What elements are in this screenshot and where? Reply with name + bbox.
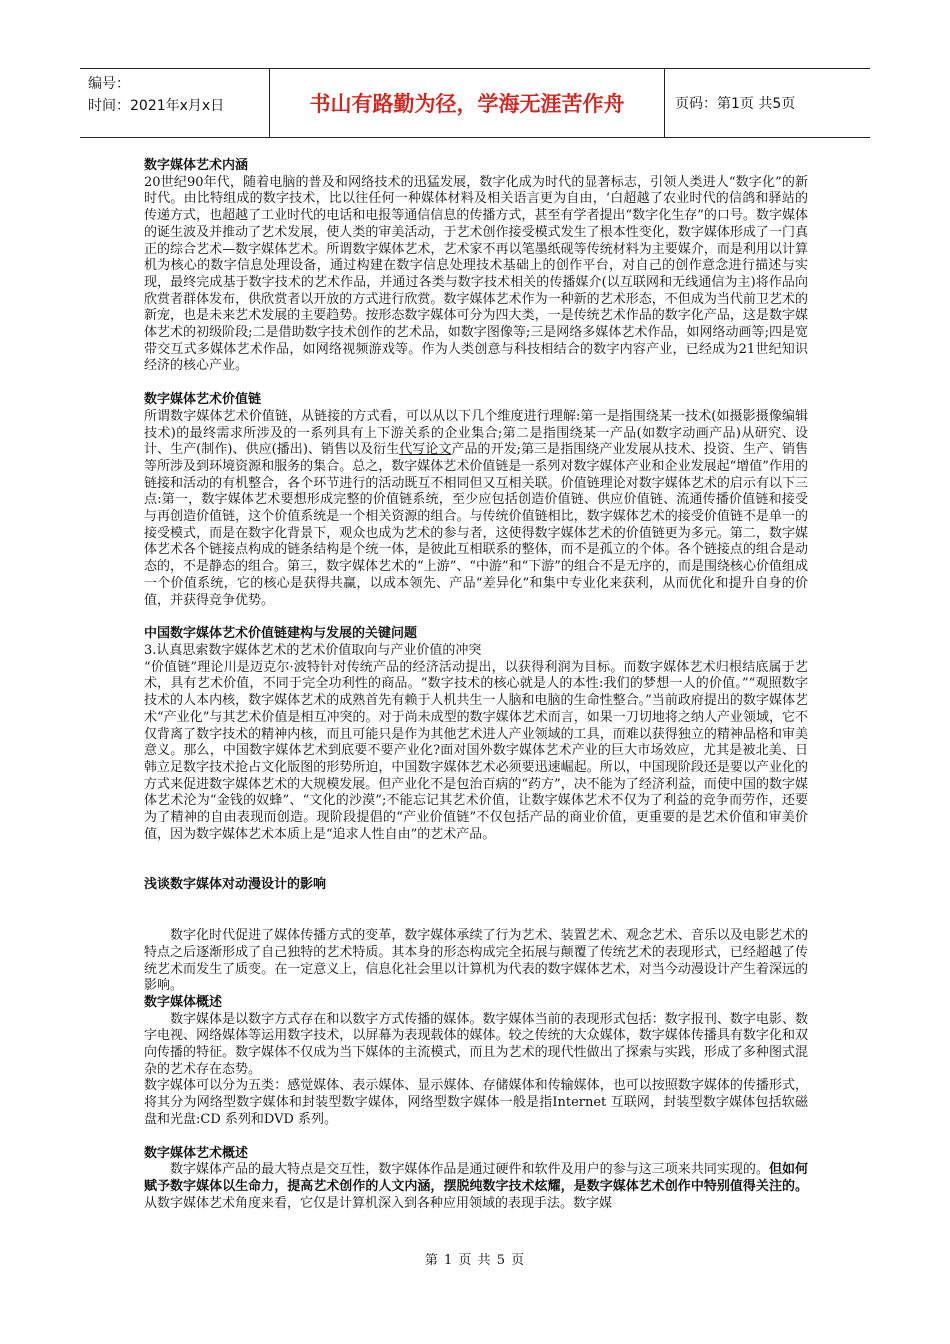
paragraph — [144, 1162, 808, 1212]
section-title: 数字媒体艺术内涵 — [144, 158, 249, 173]
paragraph-text: 产品的开发;第三是指围绕产业发展从技术、投资、生产、销售等所涉及到环境资源和服务的集合。总之，数字媒体艺术价值链是一系列对数字媒体产业和企业发展起“增值”作用的链接和活动的有机整合，各个环节进行的活动既互不相同但又互相关联。价值链理论对数字媒体艺术的启示有以下三点:第一，数字媒体艺术要想形成完整的价值链系统，至少应包括创造价值链、供应价值链、流通传播价值链和接受与再创造价值链，这个价值系统是一个相关资源的组合。与传统价值链相比，数字媒体艺术的接受价值链不是单一的接受模式，而是在数字化背景下，观众也成为艺术的参与者，这使得数字媒体艺术的价值链更为多元。第二，数字媒体艺术各个链接点构成的链条结构是个统一体，是彼此互相联系的整体，而不是孤立的个体。各个链接点的组合是动态的，不是静态的组合。第三，数字媒体艺术的“上游”、“中游”和“下游”的组合不是无序的，而是围绕核心价值组成一个价值系统，它的核心是获得共赢，以成本领先、产品“差异化”和集中专业化来获利，从而优化和提升自身的价值，并获得竞争优势。 — [144, 442, 808, 608]
section-title: 浅谈数字媒体对动漫设计的影响 — [144, 877, 327, 893]
section-title: 数字媒体艺术概述 — [144, 1145, 249, 1161]
header-motto: 书山有路勤为径，学海无涯苦作舟 — [270, 69, 665, 137]
header-meta — [80, 69, 270, 137]
page-header — [80, 68, 870, 138]
paragraph: 数字媒体可以分为五类：感觉媒体、表示媒体、显示媒体、存储媒体和传输媒体，也可以按照数字媒体的传播形式，将其分为网络型数字媒体和封装型数字媒体，网络型数字媒体一般是指Internet 互联网，封装型数字媒体包括软磁盘和光盘:CD 系列和DVD 系列。 — [144, 1078, 808, 1127]
page-footer: 第 1 页 共 5 页 — [424, 1253, 526, 1268]
document-number-label: 编号： — [88, 76, 130, 92]
paragraph: “价值链”理论川是迈克尔·波特针对传统产品的经济活动提出，以获得利润为目标。而数字媒体艺术归根结底属于艺术，具有艺术价值，不同于完全功利性的商品。“数字技术的核心就是人的本性:我们的梦想一人的价值。”“观照数字技术的人本内核，数字媒体艺术的成熟首先有赖于人机共生一人脑和电脑的生命性整合。”当前政府提出的数字媒体艺术“产业化”与其艺术价值是相互冲突的。对于尚未成型的数字媒体艺术而言，如果一刀切地将之纳人产业领域，它不仅背离了数字技术的精神内核，而且可能只是作为其他艺术进人产业领域的工具，而难以获得独立的精神品格和审美意义。那么，中国数字媒体艺术到底要不要产业化?面对国外数字媒体艺术产业的巨大市场效应，尤其是被北美、日韩立足数字技术抢占文化版图的形势所迫，中国数字媒体艺术必须要迅速崛起。所以，中国现阶段还是要以产业化的方式来促进数字媒体艺术的大规模发展。但产业化不是包治百病的“药方”，决不能为了经济利益，而使中国的数字媒体艺术沦为“金钱的奴蜂”、“文化的沙漠”;不能忘记其艺术价值，让数字媒体艺术不仅为了利益的竞争而劳作，还要为了精神的自由表现而创造。现阶段提倡的“产业价值链”不仅包括产品的商业价值，更重要的是艺术价值和审美价值，因为数字媒体艺术本质上是“追求人性自由”的艺术产品。 — [144, 659, 808, 842]
section-title: 中国数字媒体艺术价值链建构与发展的关键问题 — [144, 626, 418, 642]
section-title: 数字媒体概述 — [144, 994, 223, 1010]
document-body — [144, 158, 808, 1212]
paragraph-text: 数字媒体产品的最大特点是交互性，数字媒体作品是通过硬件和软件及用户的参与这三项来共同实现的。 — [170, 1162, 769, 1178]
inline-link[interactable]: 代写论文 — [399, 442, 452, 458]
paragraph: 数字媒体是以数字方式存在和以数字方式传播的媒体。数字媒体当前的表现形式包括：数字报刊、数字电影、数字电视、网络媒体等运用数字技术，以屏幕为表现载体的媒体。较之传统的大众媒体，数字媒体传播具有数字化和双向传播的特征。数字媒体不仅成为当下媒体的主流模式，而且为艺术的现代性做出了探索与实践，形成了多种图式混杂的艺术存在态势。 — [144, 1011, 808, 1077]
paragraph: 数字化时代促进了媒体传播方式的变革，数字媒体承续了行为艺术、装置艺术、观念艺术、音乐以及电影艺术的特点之后逐渐形成了自己独特的艺术特质。其本身的形态构成完全拓展与颠覆了传统艺术的表现形式，已经超越了传统艺术而发生了质变。在一定意义上，信息化社会里以计算机为代表的数字媒体艺术，对当今动漫设计产生着深远的影响。 — [144, 928, 808, 994]
section-title: 数字媒体艺术价值链 — [144, 392, 262, 408]
subheading: 3.认真思索数字媒体艺术的艺术价值取向与产业价值的冲突 — [144, 642, 482, 658]
paragraph: 20世纪90年代，随着电脑的普及和网络技术的迅猛发展，数字化成为时代的显著标志，引领人类进人“数字化”的新时代。由比特组成的数字技术，比以往任何一种媒体材料及相关语言更为自由，‘白超越了农业时代的信鸽和驿站的传递方式，也超越了工业时代的电话和电报等通信信息的传播方式，甚至有学者提出“数字化生存”的口号。数字媒体的诞生波及并推动了艺术发展，使人类的审美活动，于艺术创作接受模式发生了根本性变化，数字媒体形成了一门真正的综合艺术—数字媒体艺术。所谓数字媒体艺术，艺术家不再以笔墨纸砚等传统材料为主要媒介，而是利用以计算机为核心的数字信息处理设备，通过构建在数字信息处理技术基础上的创作平台，对自己的创作意念进行描述与实现，最终完成基于数字技术的艺术作品，并通过各类与数字技术相关的传播媒介(以互联网和无线通信为主)将作品向欣赏者群体发布，供欣赏者以开放的方式进行欣赏。数字媒体艺术作为一种新的艺术形态，不但成为当代前卫艺术的新宠，也是未来艺术发展的主要趋势。按形态数字媒体可分为四大类，一是传统艺术作品的数字化产品，这是数字媒体艺术的初级阶段;二是借助数字技术创作的艺术品，如数字图像等;三是网络多媒体艺术作品，如网络动画等;四是宽带交互式多媒体艺术作品，如网络视频游戏等。作为人类创意与科技相结合的数字内容产业，已经成为21世纪知识经济的核心产业。 — [144, 174, 808, 374]
paragraph-text: 从数字媒体艺术角度来看，它仅是计算机深入到各种应用领域的表现手法。数字媒 — [144, 1195, 613, 1211]
emphasis-text: 但如何赋予数字媒体以生命力，提高艺术创作的人文内涵，摆脱纯数字技术炫耀，是数字媒体艺术创作中特别值得关注的。 — [144, 1162, 808, 1194]
paragraph-text: 所谓数字媒体艺术价值链，从链接的方式看，可以从以下几个维度进行理解:第一是指围绕某一技术(如摄影摄像编辑技术)的最终需求所涉及的一系列具有上下游关系的企业集合;第二是指围绕某一产品(如数字动画产品)从研究、设计、生产(制作)、供应(播出)、销售以及衍生 — [144, 408, 808, 458]
header-page-label: 页码：第1页 共5页 — [675, 96, 796, 112]
paragraph — [144, 409, 808, 609]
document-time-label: 时间：2021年x月x日 — [88, 98, 225, 114]
